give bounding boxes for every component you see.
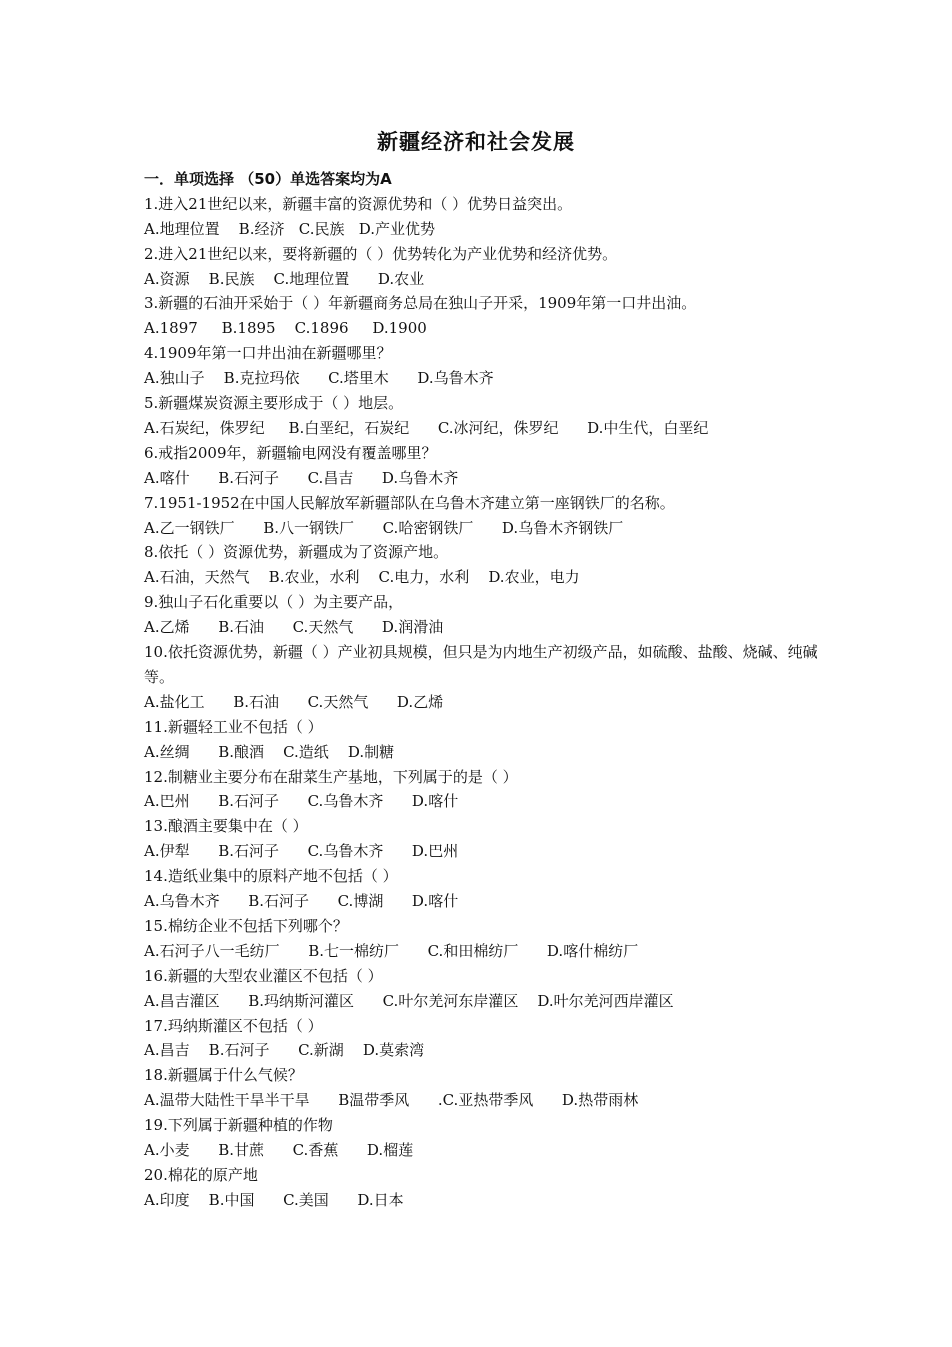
question-item <box>144 540 824 590</box>
question-item <box>144 914 824 964</box>
question-item <box>144 341 824 391</box>
question-options: A.巴州 B.石河子 C.乌鲁木齐 D.喀什 <box>144 792 459 811</box>
question-item <box>144 640 824 715</box>
question-options: A.资源 B.民族 C.地理位置 D.农业 <box>144 269 425 288</box>
question-stem: 4.1909年第一口井出油在新疆哪里？ <box>144 344 392 363</box>
question-stem: 19.下列属于新疆种植的作物 <box>144 1116 333 1135</box>
question-options: A.石河子八一毛纺厂 B.七一棉纺厂 C.和田棉纺厂 D.喀什棉纺厂 <box>144 941 639 960</box>
question-stem: 6.戒指2009年，新疆输电网没有覆盖哪里？ <box>144 443 437 462</box>
question-item <box>144 814 824 864</box>
question-options: A.1897 B.1895 C.1896 D.1900 <box>144 319 427 338</box>
question-item <box>144 1063 824 1113</box>
question-stem: 16.新疆的大型农业灌区不包括（ ） <box>144 966 383 985</box>
question-options: A.独山子 B.克拉玛依 C.塔里木 D.乌鲁木齐 <box>144 369 494 388</box>
question-options: A.盐化工 B.石油 C.天然气 D.乙烯 <box>144 692 444 711</box>
question-options: A.昌吉灌区 B.玛纳斯河灌区 C.叶尔羌河东岸灌区 D.叶尔羌河西岸灌区 <box>144 991 674 1010</box>
question-item <box>144 964 824 1014</box>
question-options: A.乙一钢铁厂 B.八一钢铁厂 C.哈密钢铁厂 D.乌鲁木齐钢铁厂 <box>144 518 624 537</box>
question-stem: 10.依托资源优势，新疆（ ）产业初具规模，但只是为内地生产初级产品，如硫酸、盐酸、烧碱、纯碱等。 <box>144 643 818 686</box>
section-heading: 一．单项选择 （50）单选答案均为A <box>144 170 392 188</box>
question-item <box>144 864 824 914</box>
question-item <box>144 391 824 441</box>
question-stem: 13.酿酒主要集中在（ ） <box>144 817 308 836</box>
question-stem: 5.新疆煤炭资源主要形成于（ ）地层。 <box>144 394 404 413</box>
question-stem: 9.独山子石化重要以（ ）为主要产品， <box>144 593 404 612</box>
question-options: A.小麦 B.甘蔗 C.香蕉 D.榴莲 <box>144 1141 414 1160</box>
question-options: A.石油，天然气 B.农业，水利 C.电力，水利 D.农业，电力 <box>144 568 580 587</box>
question-options: A.昌吉 B.石河子 C.新湖 D.莫索湾 <box>144 1041 425 1060</box>
question-stem: 15.棉纺企业不包括下列哪个？ <box>144 916 348 935</box>
question-item <box>144 291 824 341</box>
question-item <box>144 491 824 541</box>
question-item <box>144 242 824 292</box>
question-options: A.乌鲁木齐 B.石河子 C.博湖 D.喀什 <box>144 892 459 911</box>
question-stem: 1.进入21世纪以来，新疆丰富的资源优势和（ ）优势日益突出。 <box>144 194 573 213</box>
question-stem: 2.进入21世纪以来，要将新疆的（ ）优势转化为产业优势和经济优势。 <box>144 244 618 263</box>
question-stem: 12.制糖业主要分布在甜菜生产基地，下列属于的是（ ） <box>144 767 518 786</box>
document-title: 新疆经济和社会发展 <box>377 130 575 154</box>
question-options: A.石炭纪，侏罗纪 B.白垩纪，石炭纪 C.冰河纪，侏罗纪 D.中生代，白垩纪 <box>144 418 709 437</box>
question-stem: 3.新疆的石油开采始于（ ）年新疆商务总局在独山子开采，1909年第一口井出油。 <box>144 294 697 313</box>
question-options: A.丝绸 B.酿酒 C.造纸 D.制糖 <box>144 742 395 761</box>
question-stem: 8.依托（ ）资源优势，新疆成为了资源产地。 <box>144 543 449 562</box>
question-stem: 18.新疆属于什么气候？ <box>144 1066 303 1085</box>
question-item <box>144 590 824 640</box>
question-options: A.乙烯 B.石油 C.天然气 D.润滑油 <box>144 618 444 637</box>
question-item <box>144 765 824 815</box>
question-item <box>144 715 824 765</box>
question-stem: 17.玛纳斯灌区不包括（ ） <box>144 1016 323 1035</box>
question-options: A.伊犁 B.石河子 C.乌鲁木齐 D.巴州 <box>144 842 459 861</box>
document-body <box>144 167 824 1213</box>
question-item <box>144 441 824 491</box>
question-stem: 7.1951-1952在中国人民解放军新疆部队在乌鲁木齐建立第一座钢铁厂的名称。 <box>144 493 675 512</box>
question-stem: 14.造纸业集中的原料产地不包括（ ） <box>144 867 398 886</box>
question-stem: 11.新疆轻工业不包括（ ） <box>144 717 323 736</box>
question-options: A.喀什 B.石河子 C.昌吉 D.乌鲁木齐 <box>144 468 459 487</box>
question-item <box>144 1163 824 1213</box>
question-item <box>144 192 824 242</box>
question-options: A.地理位置 B.经济 C.民族 D.产业优势 <box>144 219 436 238</box>
question-options: A.温带大陆性干旱半干旱 B温带季风 .C.亚热带季风 D.热带雨林 <box>144 1091 639 1110</box>
question-options: A.印度 B.中国 C.美国 D.日本 <box>144 1190 404 1209</box>
question-item <box>144 1014 824 1064</box>
question-stem: 20.棉花的原产地 <box>144 1165 258 1184</box>
question-item <box>144 1113 824 1163</box>
